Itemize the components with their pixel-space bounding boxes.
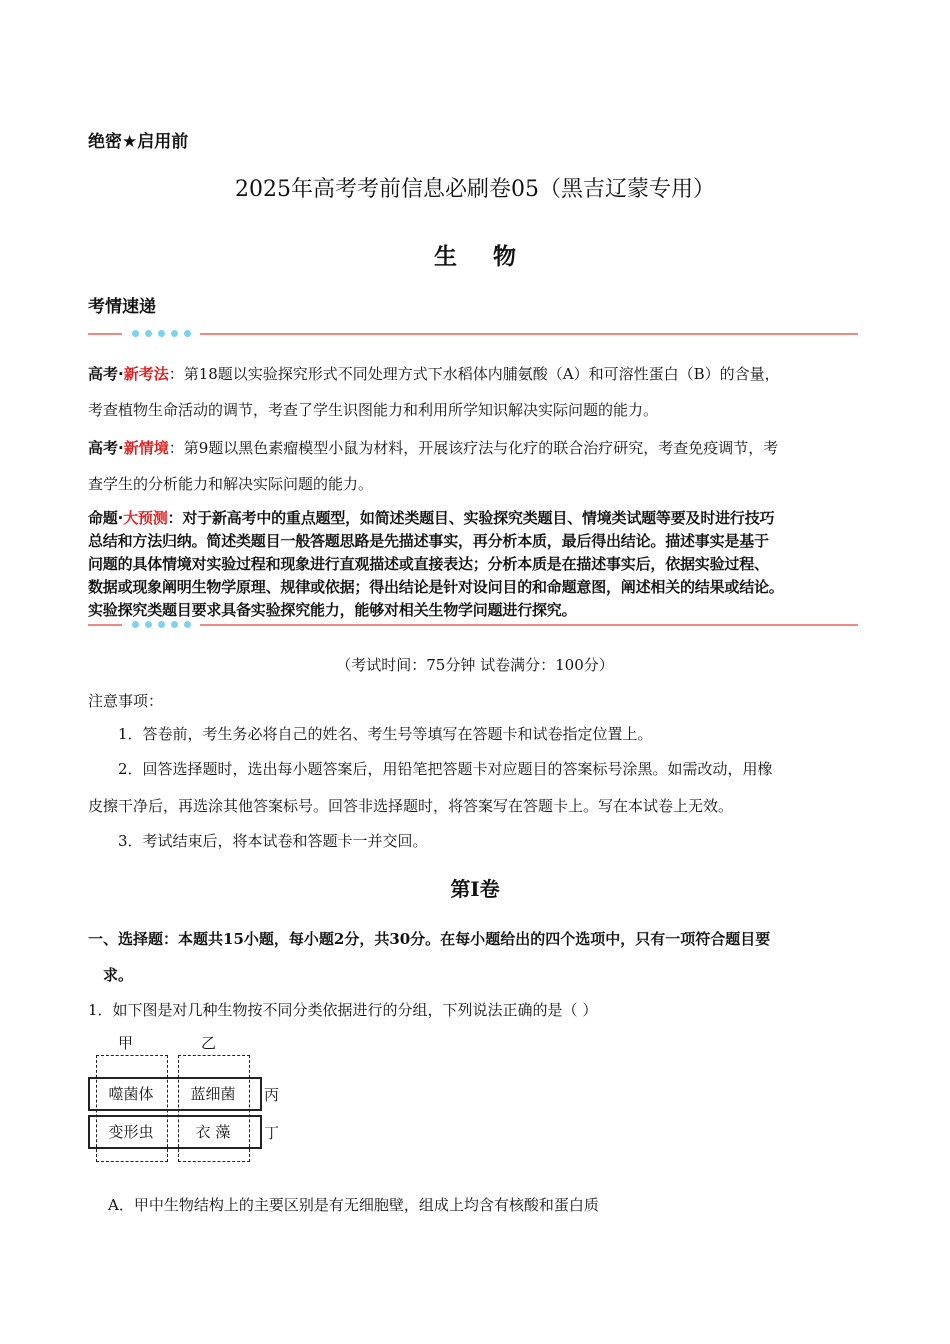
question-1-option-a: A．甲中生物结构上的主要区别是有无细胞壁，组成上均含有核酸和蛋白质 xyxy=(108,1196,599,1214)
divider-bottom xyxy=(88,619,858,631)
note-2-line1: 2．回答选择题时，选出每小题答案后，用铅笔把答题卡对应题目的答案标号涂黑。如需改动，用橡 xyxy=(118,760,773,778)
part-one-line1: 一、选择题：本题共15小题，每小题2分，共30分。在每小题给出的四个选项中，只有一项符合题目要 xyxy=(88,930,771,948)
prediction-line3: 问题的具体情境对实验过程和现象进行直观描述或直接表达；分析本质是在描述事实后，依据实验过程、 xyxy=(88,555,769,573)
prediction-line4: 数据或现象阐明生物学原理、规律或依据；得出结论是针对设问目的和命题意图，阐述相关的结果或结论。 xyxy=(88,578,784,596)
column-label-yi: 乙 xyxy=(201,1034,217,1052)
row-label-ding: 丁 xyxy=(264,1124,280,1142)
briefing-new-method xyxy=(88,356,860,428)
exam-info: （考试时间：75分钟 试卷满分：100分） xyxy=(336,656,614,674)
question-1-stem: 1．如下图是对几种生物按不同分类依据进行的分组，下列说法正确的是（ ） xyxy=(88,1001,598,1019)
section-title: 考情速递 xyxy=(88,297,156,317)
new-context-line1: ：第9题以黑色素瘤模型小鼠为材料，开展该疗法与化疗的联合治疗研究，考查免疫调节，考 xyxy=(168,439,779,457)
notes-title: 注意事项： xyxy=(88,692,164,710)
briefing-prediction xyxy=(88,507,866,622)
new-context-line2: 查学生的分析能力和解决实际问题的能力。 xyxy=(88,475,374,493)
new-method-prefix: 高考· xyxy=(88,365,124,383)
cell-amoeba: 变形虫 xyxy=(108,1123,154,1141)
prediction-line1: ：对于新高考中的重点题型，如简述类题目、实验探究类题目、情境类试题等要及时进行技巧 xyxy=(167,509,775,527)
briefing-new-context xyxy=(88,430,860,502)
new-method-line2: 考查植物生命活动的调节，考查了学生识图能力和利用所学知识解决实际问题的能力。 xyxy=(88,401,659,419)
subject-title: 生 物 xyxy=(433,243,530,270)
secret-label: 绝密★启用前 xyxy=(88,132,189,152)
classification-diagram xyxy=(88,1030,298,1170)
note-2-line2: 皮擦干净后，再选涂其他答案标号。回答非选择题时，将答案写在答题卡上。写在本试卷上无效。 xyxy=(88,797,734,815)
prediction-label: 大预测 xyxy=(123,509,168,527)
new-method-line1: ：第18题以实验探究形式不同处理方式下水稻体内脯氨酸（A）和可溶性蛋白（B）的含量， xyxy=(168,365,780,383)
new-context-label: 新情境 xyxy=(123,439,169,457)
part-one-line2: 求。 xyxy=(103,966,134,984)
divider-top xyxy=(88,328,858,340)
prediction-line5: 实验探究类题目要求具备实验探究能力，能够对相关生物学问题进行探究。 xyxy=(88,601,577,619)
part-one-heading xyxy=(88,921,868,993)
new-method-label: 新考法 xyxy=(123,365,169,383)
row-label-bing: 丙 xyxy=(264,1086,280,1104)
prediction-line2: 总结和方法归纳。简述类题目一般答题思路是先描述事实，再分析本质，最后得出结论。描述事实是基于 xyxy=(88,532,769,550)
cell-cyanobacteria: 蓝细菌 xyxy=(190,1085,236,1103)
note-1: 1．答卷前，考生务必将自己的姓名、考生号等填写在答题卡和试卷指定位置上。 xyxy=(118,725,653,743)
note-2 xyxy=(88,751,868,825)
note-3: 3．考试结束后，将本试卷和答题卡一并交回。 xyxy=(118,832,428,850)
volume-title: 第Ⅰ卷 xyxy=(450,877,500,901)
column-label-jia: 甲 xyxy=(118,1034,134,1052)
exam-title: 2025年高考考前信息必刷卷05（黑吉辽蒙专用） xyxy=(235,177,715,202)
cell-lichen: 衣 藻 xyxy=(195,1123,231,1141)
cell-phage: 噬菌体 xyxy=(108,1085,154,1103)
prediction-prefix: 命题· xyxy=(88,509,124,527)
new-context-prefix: 高考· xyxy=(88,439,124,457)
